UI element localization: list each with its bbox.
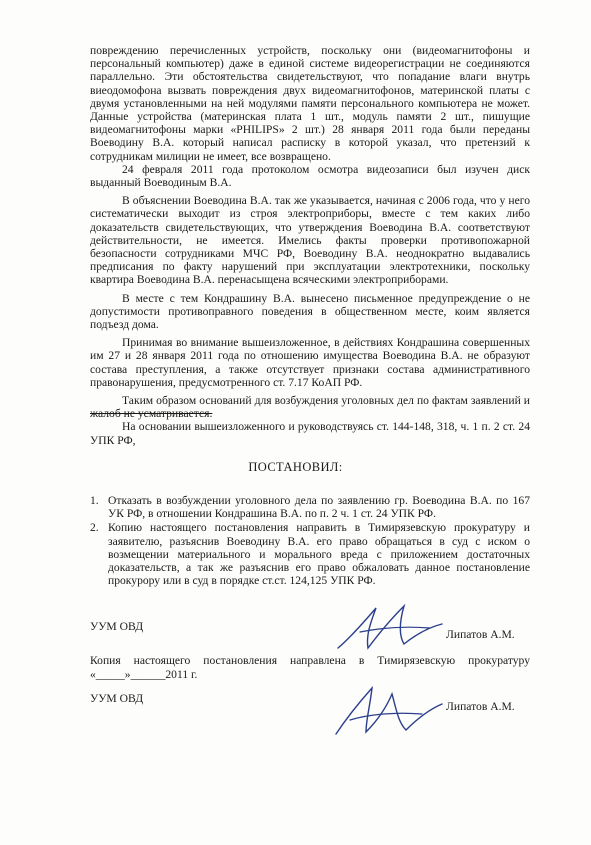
paragraph-6-line-1: Таким образом оснований для возбуждения уголовных дел по фактам заявлений и: [122, 394, 530, 408]
list-item-number: 1.: [90, 494, 99, 507]
handwritten-signature-1: [330, 598, 450, 656]
signature-1-org: УУМ ОВД: [90, 620, 144, 633]
list-item-text: Копию настоящего постановления направить в Тимирязевскую прокуратуру и заявителю, разъяснив Воеводину В.А. его право обращаться в суд с иском о возмещении материального и морального вреда с приложением достаточных доказательств, а так же разъяснив его право обжаловать данное постановление прокурору или в суд в порядке ст.ст. 124,125 УПК РФ.: [108, 521, 530, 588]
list-item-number: 2.: [90, 521, 99, 535]
body-text: [90, 44, 530, 447]
signature-2-name: Липатов А.М.: [446, 700, 515, 713]
paragraph-3: В объяснении Воеводина В.А. так же указывается, начиная с 2006 года, что у него систематически выходит из строя электроприборы, вместе с тем каких либо доказательств свидетельствующих, что утверждения Воеводина В.А. соответствуют действительности, не имеется. Имелись факты проверки противопожарной безопасности сотрудниками МЧС РФ, Воеводину В.А. неоднократно выдавались предписания по факту нарушений при эксплуатации электротехники, поскольку квартира Воеводина В.А. перенасыщена всяческими электроприборами.: [90, 194, 530, 287]
paragraph-6: [90, 394, 530, 420]
list-item: [90, 494, 530, 520]
paragraph-2: 24 февраля 2011 года протоколом осмотра видеозаписи был изучен диск выданный Воеводиным В.А.: [90, 162, 530, 190]
paragraph-7: На основании вышеизложенного и руководствуясь ст. 144-148, 318, ч. 1 п. 2 ст. 24 УПК РФ,: [90, 420, 530, 447]
signature-2-org: УУМ ОВД: [90, 692, 144, 705]
paragraph-6-struck: жалоб не усматривается.: [90, 407, 213, 421]
signature-1-name: Липатов А.М.: [446, 628, 515, 641]
paragraph-1: повреждению перечисленных устройств, поскольку они (видеомагнитофоны и персональный компьютер) даже в единой системе видеорегистрации не соединяются параллельно. Эти обстоятельства свидетельствуют, что попадание влаги внутрь виеодомофона вызвать повреждения двух видеомагнитофонов, материнской платы с двумя установленными на ней модулями памяти персонального компьютера не может. Данные устройства (материнская плата 1 шт., модуль памяти 2 шт., пишущие видеомагнитофоны марки «PHILIPS» 2 шт.) 28 января 2011 года были переданы Воеводину В.А. который написал расписку в которой указал, что претензий к сотрудникам милиции не имеет, все возвращено.: [90, 44, 530, 163]
copy-note: Копия настоящего постановления направлена в Тимирязевскую прокуратуру «_____»______2011 г.: [90, 654, 530, 681]
list-item: [90, 521, 530, 587]
resolution-list: [90, 494, 530, 588]
list-item-text: Отказать в возбуждении уголовного дела по заявлению гр. Воеводина В.А. по 167 УК РФ, в отношении Кондрашина В.А. по п. 2 ч. 1 ст. 24 УПК РФ.: [108, 494, 530, 521]
resolution-heading: ПОСТАНОВИЛ:: [248, 460, 343, 474]
paragraph-4: В месте с тем Кондрашину В.А. вынесено письменное предупреждение о не допустимости противоправного поведения в общественном месте, коим является подъезд дома.: [90, 291, 530, 332]
paragraph-5: Принимая во внимание вышеизложенное, в действиях Кондрашина совершенных им 27 и 28 января 2011 года по отношению имущества Воеводина В.А. не образуют состава преступления, а также отсутствует признаки состава административного правонарушения, предусмотренного ст. 7.17 КоАП РФ.: [90, 336, 530, 389]
handwritten-signature-2: [326, 680, 450, 742]
